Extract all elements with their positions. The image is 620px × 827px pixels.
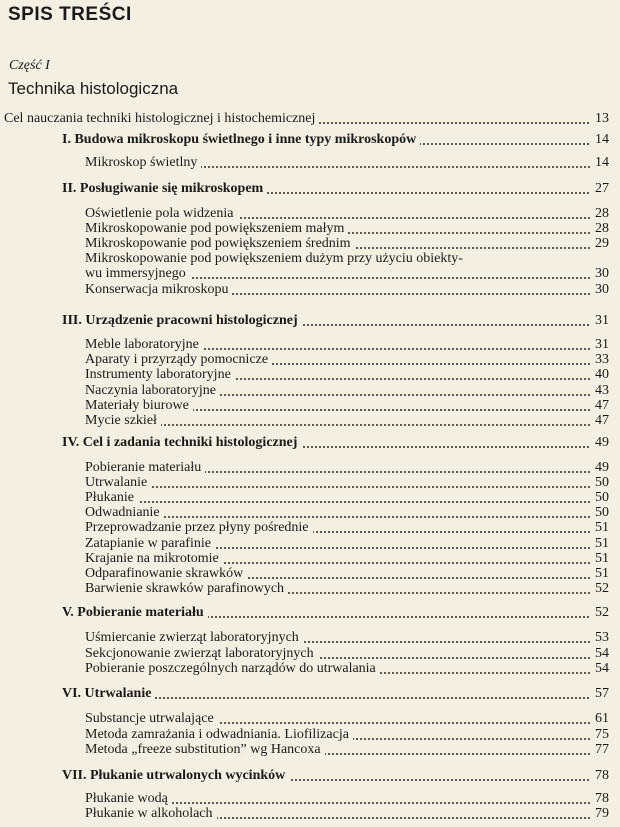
toc-entry-page: 50 xyxy=(591,490,609,506)
toc-entry-page: 51 xyxy=(591,536,609,552)
toc-entry-page: 51 xyxy=(591,566,609,582)
toc-entry-page: 28 xyxy=(591,221,609,237)
toc-entry-page: 75 xyxy=(591,727,609,743)
toc-entry-page: 14 xyxy=(591,132,609,148)
toc-entry-page: 52 xyxy=(591,581,609,597)
toc-entry-title: Aparaty i przyrządy pomocnicze xyxy=(85,352,272,368)
toc-entry-page: 78 xyxy=(591,768,609,784)
toc-entry-title: Odparafinowanie skrawków xyxy=(85,566,247,582)
toc-entry-title: Substancje utrwalające xyxy=(85,711,218,727)
toc-entry-title: Meble laboratoryjne xyxy=(85,337,203,353)
toc-entry-page: 29 xyxy=(591,236,609,252)
toc-entry-page: 77 xyxy=(591,742,609,758)
toc-entry-page: 31 xyxy=(591,337,609,353)
part-label: Część I xyxy=(9,58,50,73)
toc-entry-title: Mikroskopowanie pod powiększeniem średnim xyxy=(85,236,355,252)
toc-entry-page: 51 xyxy=(591,520,609,536)
toc-entry xyxy=(85,460,609,476)
toc-entry xyxy=(85,566,609,582)
toc-entry xyxy=(85,742,609,758)
toc-entry-title: I. Budowa mikroskopu świetlnego i inne typy mikroskopów xyxy=(62,132,420,148)
toc-entry xyxy=(85,551,609,567)
toc-entry-title: IV. Cel i zadania techniki histologicznej xyxy=(62,435,301,451)
toc-entry-title: Instrumenty laboratoryjne xyxy=(85,367,235,383)
toc-entry xyxy=(85,806,609,822)
toc-chapter-entry xyxy=(62,313,609,329)
toc-entry-title: Cel nauczania techniki histologicznej i histochemicznej xyxy=(4,111,319,127)
toc-entry xyxy=(85,367,609,383)
toc-entry-title: Konserwacja mikroskopu xyxy=(85,282,232,298)
toc-entry xyxy=(85,251,609,267)
toc-entry-page: 49 xyxy=(591,460,609,476)
toc-entry-page: 50 xyxy=(591,475,609,491)
toc-entry-page: 47 xyxy=(591,413,609,429)
toc-entry-title: Naczynia laboratoryjne xyxy=(85,383,220,399)
toc-entry-title: VII. Płukanie utrwalonych wycinków xyxy=(62,768,289,784)
toc-entry xyxy=(85,505,609,521)
toc-entry-title: Płukanie w alkoholach xyxy=(85,806,217,822)
toc-entry-page: 54 xyxy=(591,646,609,662)
toc-entry-page: 31 xyxy=(591,313,609,329)
toc-entry-page: 79 xyxy=(591,806,609,822)
toc-entry xyxy=(85,206,609,222)
toc-entry-title: VI. Utrwalanie xyxy=(62,686,155,702)
toc-entry xyxy=(85,236,609,252)
toc-entry-page: 43 xyxy=(591,383,609,399)
toc-entry-page: 57 xyxy=(591,686,609,702)
toc-entry xyxy=(85,352,609,368)
toc-entry-title: II. Posługiwanie się mikroskopem xyxy=(62,181,267,197)
toc-entry-title: Barwienie skrawków parafinowych xyxy=(85,581,288,597)
toc-entry-page: 51 xyxy=(591,551,609,567)
toc-entry-title: Płukanie xyxy=(85,490,138,506)
toc-entry-page: 54 xyxy=(591,661,609,677)
toc-entry-page: 40 xyxy=(591,367,609,383)
toc-chapter-entry xyxy=(62,768,609,784)
toc-entry-page: 13 xyxy=(591,111,609,127)
toc-entry xyxy=(85,337,609,353)
toc-entry-page: 50 xyxy=(591,505,609,521)
toc-entry xyxy=(85,221,609,237)
toc-entry-title: Utrwalanie xyxy=(85,475,151,491)
part-title: Technika histologiczna xyxy=(8,79,179,98)
toc-entry-title: Mikroskopowanie pod powiększeniem małym xyxy=(85,221,348,237)
toc-entry xyxy=(85,475,609,491)
toc-entry-title: Płukanie wodą xyxy=(85,791,172,807)
toc-entry xyxy=(85,727,609,743)
toc-entry-page: 28 xyxy=(591,206,609,222)
toc-chapter-entry xyxy=(62,435,609,451)
toc-chapter-entry xyxy=(62,605,609,621)
toc-entry xyxy=(85,536,609,552)
page-heading: SPIS TREŚCI xyxy=(8,4,132,25)
toc-entry-title: Materiały biurowe xyxy=(85,398,193,414)
toc-entry-page: 53 xyxy=(591,630,609,646)
toc-entry-title: Oświetlenie pola widzenia xyxy=(85,206,238,222)
toc-entry-title: Metoda zamrażania i odwadniania. Liofilizacja xyxy=(85,727,353,743)
toc-entry-page: 14 xyxy=(591,155,609,171)
toc-entry-title: Sekcjonowanie zwierząt laboratoryjnych xyxy=(85,646,318,662)
toc-entry xyxy=(4,111,609,127)
toc-entry-title: Pobieranie poszczególnych narządów do utrwalania xyxy=(85,661,380,677)
toc-entry-page: 27 xyxy=(591,181,609,197)
dot-leader xyxy=(85,501,609,503)
dot-leader xyxy=(85,486,609,488)
toc-entry-title: Odwadnianie xyxy=(85,505,164,521)
toc-entry-title: Pobieranie materiału xyxy=(85,460,205,476)
toc-entry xyxy=(85,630,609,646)
toc-entry xyxy=(85,581,609,597)
toc-entry xyxy=(85,155,609,171)
toc-chapter-entry xyxy=(62,686,609,702)
toc-entry xyxy=(85,520,609,536)
toc-entry-title: V. Pobieranie materiału xyxy=(62,605,208,621)
toc-entry-page: 30 xyxy=(591,266,609,282)
toc-entry xyxy=(85,490,609,506)
dot-leader xyxy=(85,424,609,426)
toc-entry xyxy=(85,383,609,399)
toc-entry-title: Przeprowadzanie przez płyny pośrednie xyxy=(85,520,313,536)
toc-entry-page: 61 xyxy=(591,711,609,727)
toc-entry-page: 47 xyxy=(591,398,609,414)
toc-entry-title: Metoda „freeze substitution” wg Hancoxa xyxy=(85,742,325,758)
toc-entry-page: 78 xyxy=(591,791,609,807)
toc-entry xyxy=(85,282,609,298)
toc-entry-title: Krajanie na mikrotomie xyxy=(85,551,223,567)
toc-entry-title: Zatapianie w parafinie xyxy=(85,536,215,552)
toc-entry-page: 33 xyxy=(591,352,609,368)
toc-entry-page: 49 xyxy=(591,435,609,451)
toc-entry-title: Uśmiercanie zwierząt laboratoryjnych xyxy=(85,630,303,646)
toc-entry-title: III. Urządzenie pracowni histologicznej xyxy=(62,313,302,329)
toc-entry-title: Mikroskop świetlny xyxy=(85,155,201,171)
toc-chapter-entry xyxy=(62,181,609,197)
toc-entry xyxy=(85,711,609,727)
toc-entry-title: wu immersyjnego xyxy=(85,266,190,282)
toc-entry-page: 30 xyxy=(591,282,609,298)
toc-entry xyxy=(85,398,609,414)
toc-entry xyxy=(85,646,609,662)
toc-entry xyxy=(85,661,609,677)
toc-entry xyxy=(85,413,609,429)
toc-chapter-entry xyxy=(62,132,609,148)
toc-entry xyxy=(85,266,609,282)
toc-entry-title: Mikroskopowanie pod powiększeniem dużym przy użyciu obiekty- xyxy=(85,251,467,267)
toc-entry xyxy=(85,791,609,807)
toc-entry-page: 52 xyxy=(591,605,609,621)
toc-entry-title: Mycie szkieł xyxy=(85,413,161,429)
